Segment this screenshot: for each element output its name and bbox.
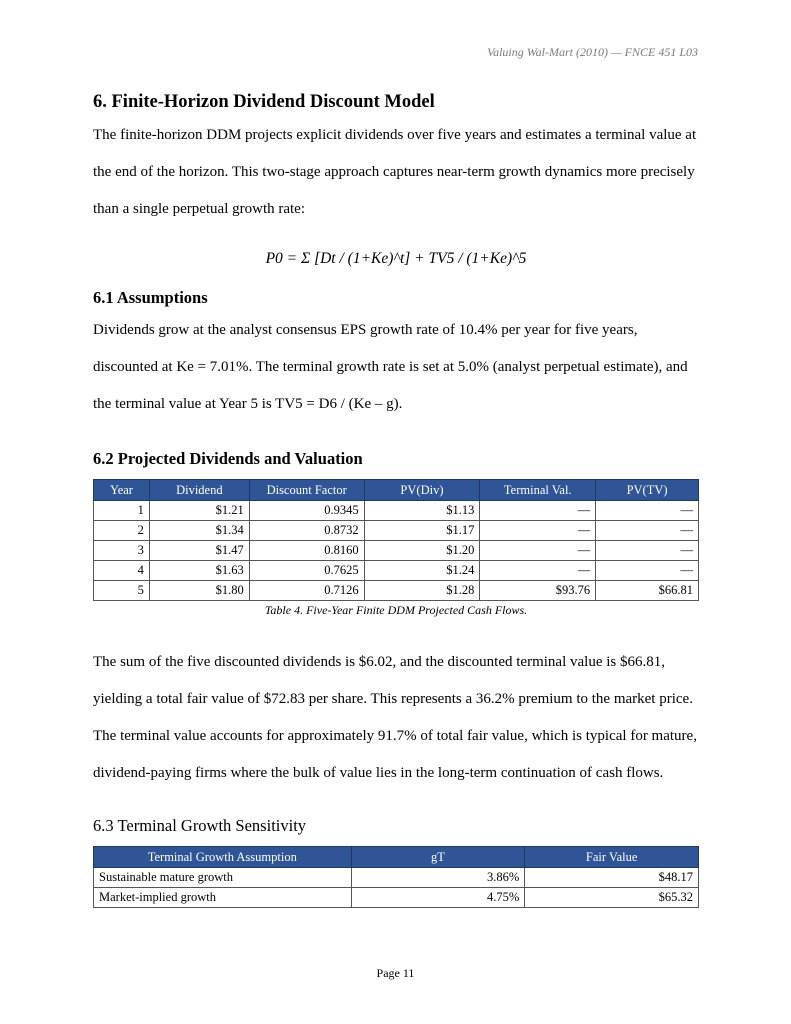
table-cell: $65.32 (525, 888, 699, 908)
table-cell: 0.8732 (249, 521, 364, 541)
table-cell: $66.81 (596, 581, 699, 601)
table-row (94, 561, 699, 581)
projection-heading: 6.2 Projected Dividends and Valuation (93, 449, 363, 468)
table-row (94, 868, 699, 888)
table-cell: 1 (94, 501, 150, 521)
table-cell: $1.80 (149, 581, 249, 601)
section-title: 6. Finite-Horizon Dividend Discount Model (93, 92, 435, 112)
column-header: gT (351, 847, 525, 868)
column-header: Fair Value (525, 847, 699, 868)
table-cell: — (596, 501, 699, 521)
table-cell: — (596, 521, 699, 541)
table-cell: 3.86% (351, 868, 525, 888)
table-cell: 0.7625 (249, 561, 364, 581)
table-cell: $1.13 (364, 501, 480, 521)
table-cell: Sustainable mature growth (94, 868, 352, 888)
column-header: PV(TV) (596, 480, 699, 501)
table-row (94, 888, 699, 908)
table-cell: — (480, 541, 596, 561)
table-cell: 4 (94, 561, 150, 581)
ddm-formula: P0 = Σ [Dt / (1+Ke)^t] + TV5 / (1+Ke)^5 (265, 250, 527, 267)
table-cell: $1.47 (149, 541, 249, 561)
table-caption: Table 4. Five-Year Finite DDM Projected Cash Flows. (264, 603, 528, 617)
table-cell: — (480, 521, 596, 541)
table-cell: 0.8160 (249, 541, 364, 561)
sensitivity-heading: 6.3 Terminal Growth Sensitivity (93, 816, 307, 835)
intro-paragraph: The finite-horizon DDM projects explicit dividends over five years and estimates a terminal value at the end of the horizon. This two-stage approach captures near-term growth dynamics more precisely than a single perpetual growth rate: (93, 127, 697, 217)
table-cell: 5 (94, 581, 150, 601)
running-header: Valuing Wal-Mart (2010) — FNCE 451 L03 (487, 45, 698, 59)
table-cell: 4.75% (351, 888, 525, 908)
assumptions-heading: 6.1 Assumptions (93, 288, 208, 307)
column-header: Terminal Val. (480, 480, 596, 501)
table-row (94, 581, 699, 601)
table-header-row (94, 480, 699, 501)
table-cell: 3 (94, 541, 150, 561)
table-cell: 0.9345 (249, 501, 364, 521)
column-header: Discount Factor (249, 480, 364, 501)
table-cell: $1.24 (364, 561, 480, 581)
table-cell: — (596, 561, 699, 581)
table-cell: $1.21 (149, 501, 249, 521)
table-cell: $1.28 (364, 581, 480, 601)
table-row (94, 501, 699, 521)
projection-table (93, 479, 699, 601)
table-cell: $1.63 (149, 561, 249, 581)
column-header: Dividend (149, 480, 249, 501)
column-header: Terminal Growth Assumption (94, 847, 352, 868)
sensitivity-table (93, 846, 699, 908)
table-cell: — (596, 541, 699, 561)
table-cell: $93.76 (480, 581, 596, 601)
table-cell: Market-implied growth (94, 888, 352, 908)
table-cell: — (480, 501, 596, 521)
column-header: PV(Div) (364, 480, 480, 501)
table-cell: $1.20 (364, 541, 480, 561)
table-row (94, 521, 699, 541)
table-cell: $1.17 (364, 521, 480, 541)
page-number: Page 11 (376, 966, 415, 980)
table-cell: — (480, 561, 596, 581)
table-cell: $1.34 (149, 521, 249, 541)
table-cell: $48.17 (525, 868, 699, 888)
valuation-discussion: The sum of the five discounted dividends is $6.02, and the discounted terminal value is $66.81, yielding a total fair value of $72.83 per share. This represents a 36.2% premium to the market price. The terminal value accounts for approximately 91.7% of total fair value, which is typical for mature, dividend-paying firms where the bulk of value lies in the long-term continuation of cash flows. (93, 654, 697, 781)
table-row (94, 541, 699, 561)
column-header: Year (94, 480, 150, 501)
page-content (93, 92, 699, 908)
table-header-row (94, 847, 699, 868)
assumptions-paragraph: Dividends grow at the analyst consensus EPS growth rate of 10.4% per year for five years, discounted at Ke = 7.01%. The terminal growth rate is set at 5.0% (analyst perpetual estimate), and the terminal value at Year 5 is TV5 = D6 / (Ke – g). (93, 322, 688, 412)
table-cell: 0.7126 (249, 581, 364, 601)
table-cell: 2 (94, 521, 150, 541)
